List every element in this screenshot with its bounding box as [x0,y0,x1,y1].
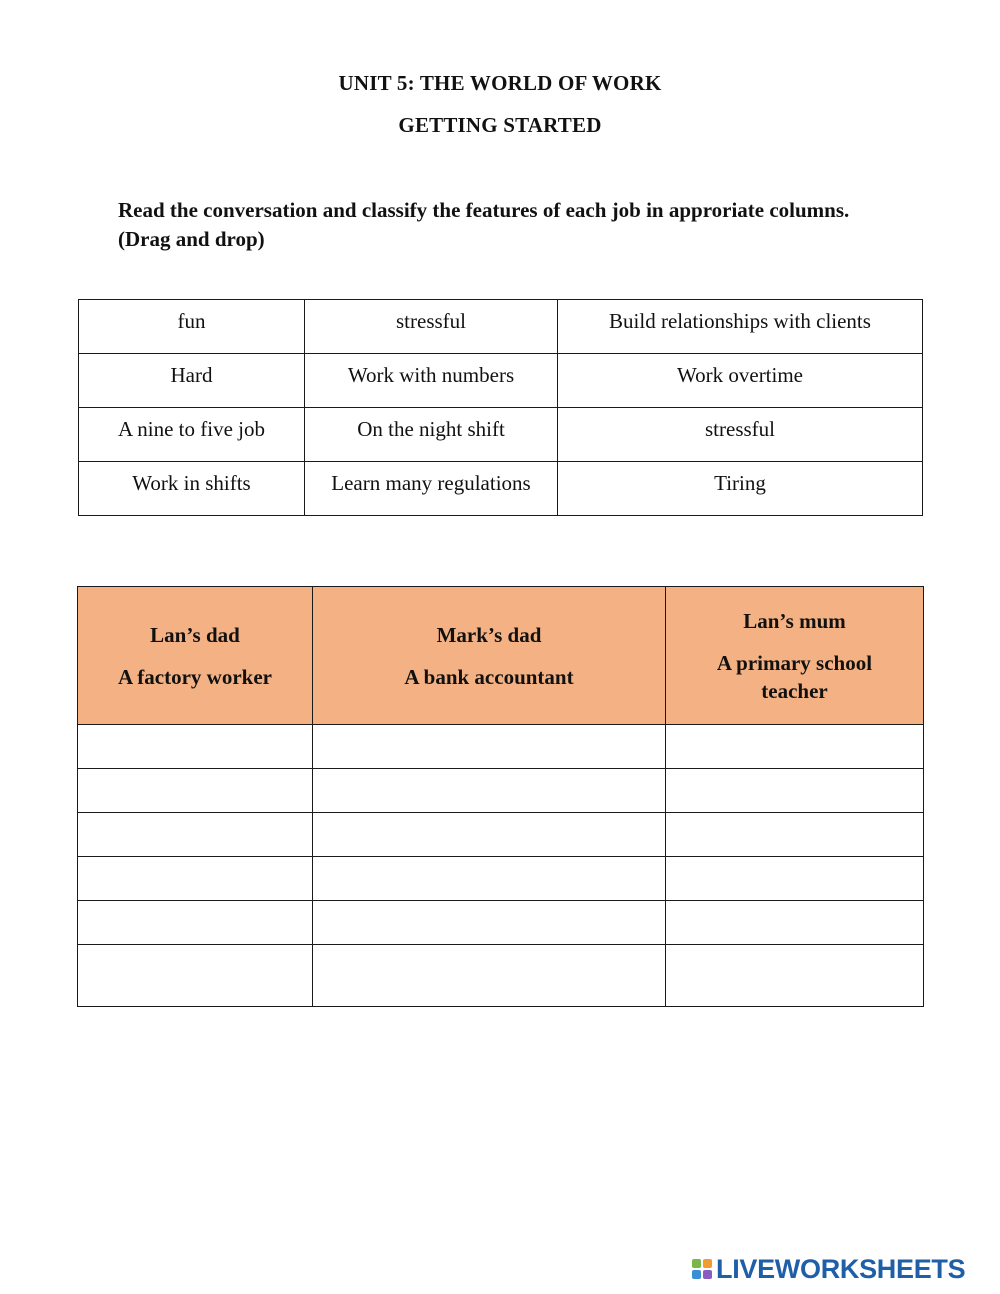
logo-square-blue [692,1270,701,1279]
job-label: A factory worker [118,664,272,689]
drop-zone-factory-worker[interactable] [78,857,313,901]
drop-zone-teacher[interactable] [666,901,924,945]
answer-row [78,945,924,1007]
column-header-marks-dad [313,587,666,725]
draggable-word[interactable]: fun [79,300,305,354]
drop-zone-teacher[interactable] [666,857,924,901]
instruction-text: Read the conversation and classify the features of each job in approriate columns. (Drag and drop) [118,198,850,251]
drop-zone-bank-accountant[interactable] [313,901,666,945]
liveworksheets-logo [692,1254,965,1284]
answer-row [78,901,924,945]
draggable-word[interactable]: stressful [558,408,923,462]
answer-row [78,725,924,769]
draggable-word[interactable]: Tiring [558,462,923,516]
drop-zone-factory-worker[interactable] [78,901,313,945]
draggable-word[interactable]: Learn many regulations [305,462,558,516]
word-bank-table [78,299,923,516]
unit-title: UNIT 5: THE WORLD OF WORK [338,71,662,95]
draggable-word[interactable]: Build relationships with clients [558,300,923,354]
drop-zone-bank-accountant[interactable] [313,857,666,901]
column-header-lans-dad [78,587,313,725]
answer-row [78,769,924,813]
person-label: Lan’s mum [743,608,846,633]
draggable-word[interactable]: On the night shift [305,408,558,462]
classification-table [77,586,924,1007]
logo-square-orange [703,1259,712,1268]
word-bank-row [79,354,923,408]
job-label: A bank accountant [404,664,574,689]
answer-row [78,813,924,857]
word-bank-row [79,300,923,354]
draggable-word[interactable]: Work with numbers [305,354,558,408]
drop-zone-bank-accountant[interactable] [313,945,666,1007]
draggable-word[interactable]: Hard [79,354,305,408]
logo-square-green [692,1259,701,1268]
drop-zone-factory-worker[interactable] [78,813,313,857]
person-label: Mark’s dad [436,622,542,647]
drop-zone-bank-accountant[interactable] [313,769,666,813]
drop-zone-teacher[interactable] [666,725,924,769]
logo-square-purple [703,1270,712,1279]
job-label: A primary school teacher [716,650,873,703]
word-bank-row [79,462,923,516]
draggable-word[interactable]: A nine to five job [79,408,305,462]
word-bank-row [79,408,923,462]
drop-zone-factory-worker[interactable] [78,945,313,1007]
drop-zone-bank-accountant[interactable] [313,725,666,769]
liveworksheets-icon [692,1259,712,1279]
answer-row [78,857,924,901]
drop-zone-factory-worker[interactable] [78,769,313,813]
draggable-word[interactable]: stressful [305,300,558,354]
person-label: Lan’s dad [150,622,240,647]
section-title: GETTING STARTED [398,113,602,137]
drop-zone-teacher[interactable] [666,769,924,813]
header-row [78,587,924,725]
draggable-word[interactable]: Work in shifts [79,462,305,516]
logo-text: LIVEWORKSHEETS [716,1253,966,1284]
drop-zone-teacher[interactable] [666,813,924,857]
drop-zone-bank-accountant[interactable] [313,813,666,857]
drop-zone-factory-worker[interactable] [78,725,313,769]
draggable-word[interactable]: Work overtime [558,354,923,408]
drop-zone-teacher[interactable] [666,945,924,1007]
column-header-lans-mum [666,587,924,725]
